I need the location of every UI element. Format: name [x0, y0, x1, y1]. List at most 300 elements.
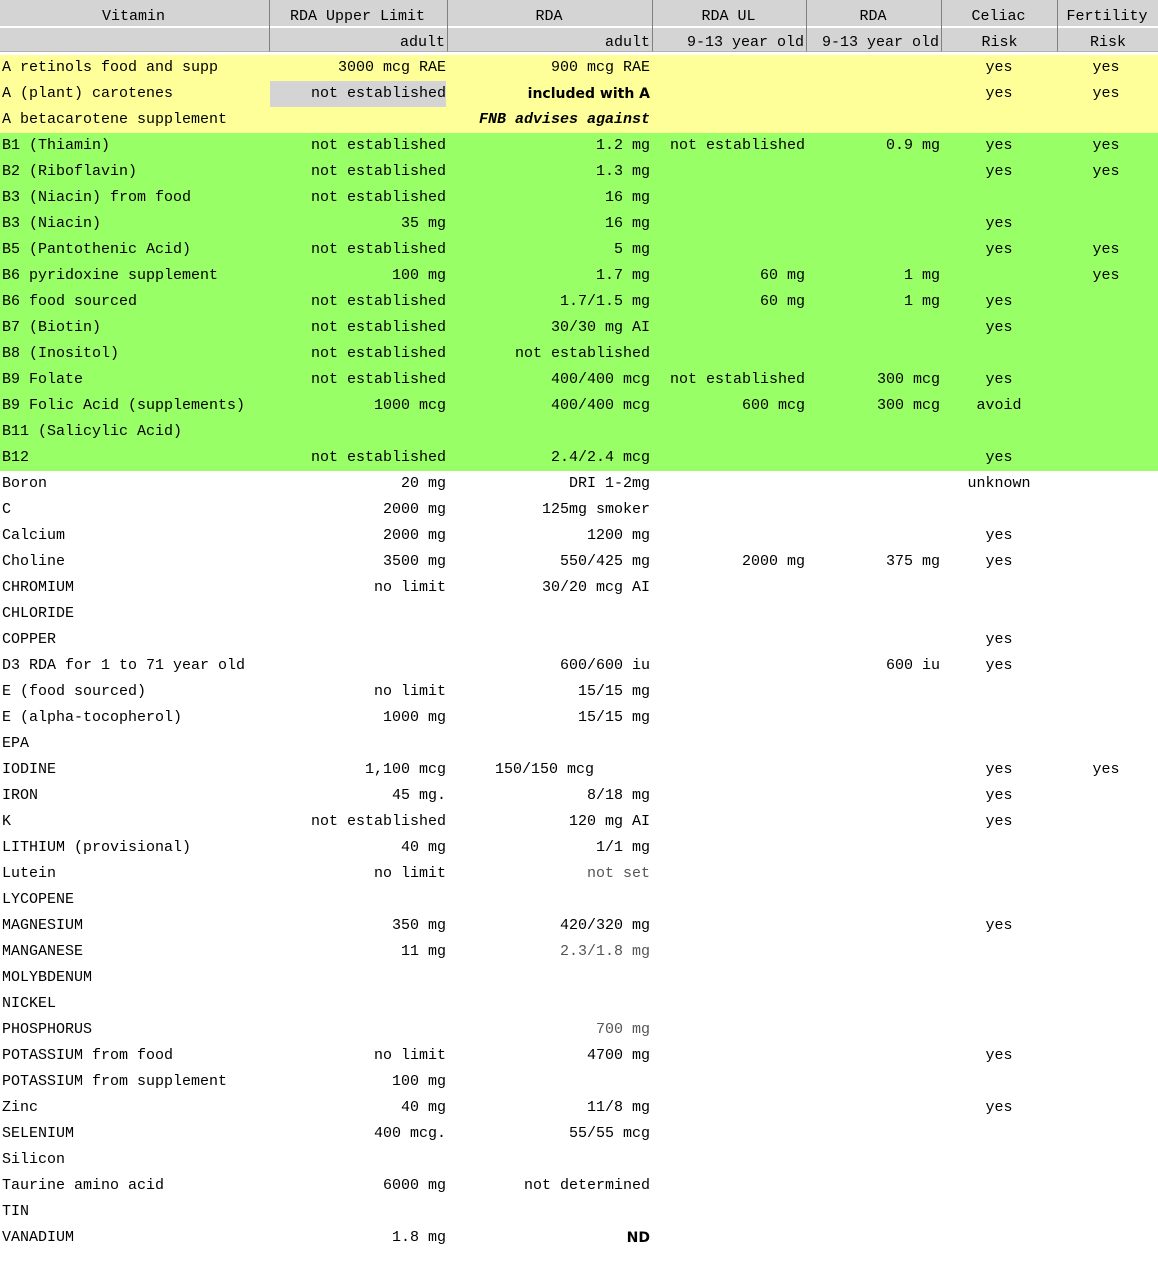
rda-upper-limit-cell: 3500 mg — [382, 553, 446, 570]
fertility-risk-cell — [1058, 211, 1154, 237]
vitamin-name-cell: B3 (Niacin) — [2, 215, 102, 232]
celiac-risk-cell — [943, 185, 1055, 211]
rda-adult-cell: 1/1 mg — [595, 839, 650, 856]
rda-adult-cell: 1.7 mg — [595, 267, 650, 284]
fertility-risk-cell — [1058, 627, 1154, 653]
table-row[interactable] — [0, 237, 1158, 263]
rda-child-cell — [807, 965, 940, 991]
rda-adult-cell — [448, 991, 650, 1017]
vitamin-name-cell: B1 (Thiamin) — [2, 137, 111, 154]
celiac-risk-cell: yes — [985, 1047, 1013, 1064]
rda-upper-limit-cell: no limit — [373, 579, 446, 596]
celiac-risk-cell: yes — [985, 293, 1013, 310]
celiac-risk-cell: yes — [985, 787, 1013, 804]
table-row[interactable] — [0, 705, 1158, 731]
rda-adult-cell: 16 mg — [604, 189, 650, 206]
rda-upper-limit-cell — [270, 1199, 446, 1225]
table-row[interactable] — [0, 1199, 1158, 1225]
fertility-risk-cell — [1058, 965, 1154, 991]
rda-adult-cell: ND — [626, 1230, 650, 1246]
rda-upper-limit-cell: not established — [310, 137, 446, 154]
rda-adult-cell: 550/425 mg — [559, 553, 650, 570]
rda-child-cell — [807, 185, 940, 211]
table-row[interactable] — [0, 991, 1158, 1017]
rda-upper-limit-cell — [270, 1017, 446, 1043]
rda-upper-limit-cell: 40 mg — [400, 1099, 446, 1116]
rda-child-cell — [807, 575, 940, 601]
table-row[interactable] — [0, 419, 1158, 445]
rda-upper-limit-cell: no limit — [373, 683, 446, 700]
rda-upper-limit-cell — [270, 731, 446, 757]
rda-upper-limit-cell: not established — [270, 81, 446, 107]
rda-adult-cell: 400/400 mcg — [550, 371, 650, 388]
fertility-risk-cell — [1058, 913, 1154, 939]
rda-upper-limit-cell: not established — [310, 371, 446, 388]
rda-child-cell — [807, 809, 940, 835]
fertility-risk-cell — [1058, 679, 1154, 705]
rda-ul-child-cell — [652, 653, 805, 679]
rda-child-cell: 0.9 mg — [885, 137, 940, 154]
rda-child-cell — [807, 991, 940, 1017]
table-row[interactable] — [0, 575, 1158, 601]
rda-upper-limit-cell — [270, 419, 446, 445]
rda-ul-child-cell — [652, 1121, 805, 1147]
rda-upper-limit-cell: 35 mg — [400, 215, 446, 232]
vitamin-name-cell: SELENIUM — [2, 1125, 75, 1142]
table-row[interactable] — [0, 1121, 1158, 1147]
table-row[interactable] — [0, 731, 1158, 757]
fertility-risk-cell: yes — [1092, 241, 1120, 258]
table-row[interactable] — [0, 1017, 1158, 1043]
celiac-risk-cell — [943, 1199, 1055, 1225]
table-row[interactable] — [0, 133, 1158, 159]
rda-upper-limit-cell: not established — [310, 813, 446, 830]
celiac-risk-cell: yes — [985, 657, 1013, 674]
rda-ul-child-cell — [652, 159, 805, 185]
vitamin-name-cell: CHLORIDE — [2, 605, 75, 622]
rda-upper-limit-cell: no limit — [373, 865, 446, 882]
fertility-risk-cell — [1058, 1225, 1154, 1251]
vitamin-name-cell: Boron — [2, 475, 48, 492]
rda-adult-cell: 16 mg — [604, 215, 650, 232]
rda-ul-child-cell — [652, 887, 805, 913]
fertility-risk-cell — [1058, 731, 1154, 757]
table-row[interactable] — [0, 1095, 1158, 1121]
rda-ul-child-cell — [652, 471, 805, 497]
rda-adult-cell — [448, 601, 650, 627]
rda-ul-child-cell — [652, 783, 805, 809]
fertility-risk-cell — [1058, 991, 1154, 1017]
table-row[interactable] — [0, 341, 1158, 367]
rda-upper-limit-cell: 11 mg — [400, 943, 446, 960]
rda-adult-cell — [448, 1147, 650, 1173]
header-rda-adult[interactable] — [448, 0, 653, 52]
rda-ul-child-cell — [652, 575, 805, 601]
table-row[interactable] — [0, 185, 1158, 211]
rda-upper-limit-cell — [270, 627, 446, 653]
rda-adult-cell: 2.3/1.8 mg — [559, 943, 650, 960]
rda-child-cell — [807, 1095, 940, 1121]
rda-upper-limit-cell: 1000 mcg — [373, 397, 446, 414]
rda-child-cell — [807, 237, 940, 263]
rda-child-cell — [807, 55, 940, 81]
celiac-risk-cell: yes — [985, 449, 1013, 466]
rda-adult-cell: 15/15 mg — [577, 709, 650, 726]
table-row[interactable] — [0, 627, 1158, 653]
rda-ul-child-cell — [652, 1173, 805, 1199]
rda-upper-limit-cell: 3000 mcg RAE — [337, 59, 446, 76]
fertility-risk-cell: yes — [1092, 59, 1120, 76]
rda-ul-child-cell — [652, 1095, 805, 1121]
fertility-risk-cell — [1058, 289, 1154, 315]
rda-child-cell — [807, 627, 940, 653]
celiac-risk-cell — [943, 419, 1055, 445]
fertility-risk-cell — [1058, 1069, 1154, 1095]
header-label: RDA Upper Limit — [289, 8, 426, 25]
vitamin-name-cell: D3 RDA for 1 to 71 year old — [2, 657, 246, 674]
celiac-risk-cell — [943, 991, 1055, 1017]
rda-upper-limit-cell — [270, 107, 446, 133]
vitamin-name-cell: EPA — [2, 735, 30, 752]
vitamin-name-cell: CHROMIUM — [2, 579, 75, 596]
rda-adult-cell: 150/150 mcg — [495, 761, 595, 778]
celiac-risk-cell — [943, 705, 1055, 731]
rda-upper-limit-cell: not established — [310, 241, 446, 258]
header-celiac-risk[interactable] — [942, 0, 1058, 52]
vitamin-name-cell: LITHIUM (provisional) — [2, 839, 192, 856]
rda-ul-child-cell — [652, 991, 805, 1017]
vitamin-name-cell: IODINE — [2, 761, 57, 778]
rda-ul-child-cell — [652, 315, 805, 341]
rda-upper-limit-cell — [270, 965, 446, 991]
rda-child-cell — [807, 913, 940, 939]
fertility-risk-cell — [1058, 809, 1154, 835]
celiac-risk-cell — [943, 341, 1055, 367]
table-row[interactable] — [0, 679, 1158, 705]
table-row[interactable] — [0, 107, 1158, 133]
rda-ul-child-cell — [652, 1199, 805, 1225]
fertility-risk-cell — [1058, 1199, 1154, 1225]
fertility-risk-cell — [1058, 1173, 1154, 1199]
table-row[interactable] — [0, 861, 1158, 887]
table-row[interactable] — [0, 159, 1158, 185]
celiac-risk-cell — [943, 731, 1055, 757]
vitamin-name-cell: B3 (Niacin) from food — [2, 189, 192, 206]
rda-adult-cell: 2.4/2.4 mcg — [550, 449, 650, 466]
header-label: Fertility — [1066, 8, 1148, 25]
rda-adult-cell: 11/8 mg — [586, 1099, 650, 1116]
vitamin-name-cell: POTASSIUM from food — [2, 1047, 174, 1064]
table-row[interactable] — [0, 1043, 1158, 1069]
rda-adult-cell: not set — [586, 865, 650, 882]
table-row[interactable] — [0, 913, 1158, 939]
rda-child-cell — [807, 731, 940, 757]
celiac-risk-cell: yes — [985, 59, 1013, 76]
rda-child-cell — [807, 1043, 940, 1069]
rda-child-cell — [807, 1173, 940, 1199]
celiac-risk-cell — [943, 965, 1055, 991]
rda-ul-child-cell — [652, 861, 805, 887]
vitamin-name-cell: Choline — [2, 553, 66, 570]
rda-adult-cell: 1.7/1.5 mg — [559, 293, 650, 310]
header-fertility-risk[interactable] — [1058, 0, 1158, 52]
table-row[interactable] — [0, 367, 1158, 393]
table-row[interactable] — [0, 939, 1158, 965]
fertility-risk-cell — [1058, 601, 1154, 627]
rda-child-cell — [807, 445, 940, 471]
rda-ul-child-cell: not established — [669, 137, 805, 154]
header-rda-upper-limit[interactable] — [270, 0, 448, 52]
celiac-risk-cell — [943, 939, 1055, 965]
vitamin-name-cell: A betacarotene supplement — [2, 111, 228, 128]
rda-upper-limit-cell: 45 mg. — [391, 787, 446, 804]
vitamin-name-cell: B7 (Biotin) — [2, 319, 102, 336]
rda-ul-child-cell — [652, 627, 805, 653]
fertility-risk-cell: yes — [1092, 163, 1120, 180]
fertility-risk-cell: yes — [1092, 85, 1120, 102]
table-row[interactable] — [0, 289, 1158, 315]
rda-upper-limit-cell: 2000 mg — [382, 501, 446, 518]
rda-adult-cell: DRI 1-2mg — [568, 475, 650, 492]
vitamin-name-cell: Taurine amino acid — [2, 1177, 165, 1194]
table-row[interactable] — [0, 263, 1158, 289]
table-row[interactable] — [0, 549, 1158, 575]
rda-ul-child-cell — [652, 913, 805, 939]
table-row[interactable] — [0, 81, 1158, 107]
vitamin-name-cell: B6 pyridoxine supplement — [2, 267, 219, 284]
header-label: RDA — [535, 8, 563, 25]
rda-adult-cell — [448, 627, 650, 653]
table-row[interactable] — [0, 1069, 1158, 1095]
celiac-risk-cell: yes — [985, 527, 1013, 544]
rda-adult-cell: 4700 mg — [586, 1047, 650, 1064]
rda-child-cell — [807, 1147, 940, 1173]
table-row[interactable] — [0, 471, 1158, 497]
vitamin-name-cell: B9 Folic Acid (supplements) — [2, 397, 246, 414]
celiac-risk-cell: avoid — [976, 397, 1022, 414]
rda-ul-child-cell: 60 mg — [759, 293, 805, 310]
fertility-risk-cell — [1058, 341, 1154, 367]
vitamin-name-cell: Calcium — [2, 527, 66, 544]
table-row[interactable] — [0, 809, 1158, 835]
table-row[interactable] — [0, 315, 1158, 341]
celiac-risk-cell: yes — [985, 371, 1013, 388]
vitamin-name-cell: COPPER — [2, 631, 57, 648]
table-row[interactable] — [0, 1225, 1158, 1251]
rda-adult-cell — [448, 731, 650, 757]
rda-ul-child-cell — [652, 445, 805, 471]
celiac-risk-cell — [943, 1173, 1055, 1199]
rda-upper-limit-cell: 2000 mg — [382, 527, 446, 544]
header-sublabel: adult — [399, 34, 445, 51]
celiac-risk-cell: yes — [985, 163, 1013, 180]
celiac-risk-cell: yes — [985, 631, 1013, 648]
rda-adult-cell — [448, 1199, 650, 1225]
vitamin-name-cell: TIN — [2, 1203, 30, 1220]
table-row[interactable] — [0, 757, 1158, 783]
header-sublabel: adult — [604, 34, 650, 51]
rda-child-cell — [807, 783, 940, 809]
rda-child-cell — [807, 1199, 940, 1225]
rda-ul-child-cell — [652, 1043, 805, 1069]
rda-child-cell — [807, 835, 940, 861]
fertility-risk-cell — [1058, 549, 1154, 575]
rda-ul-child-cell: not established — [669, 371, 805, 388]
rda-child-cell — [807, 939, 940, 965]
table-row[interactable] — [0, 601, 1158, 627]
vitamin-name-cell: MANGANESE — [2, 943, 84, 960]
fertility-risk-cell: yes — [1092, 267, 1120, 284]
vitamin-name-cell: POTASSIUM from supplement — [2, 1073, 228, 1090]
table-row[interactable] — [0, 393, 1158, 419]
rda-ul-child-cell — [652, 601, 805, 627]
rda-upper-limit-cell: not established — [310, 449, 446, 466]
table-row[interactable] — [0, 445, 1158, 471]
rda-adult-cell: 30/30 mg AI — [550, 319, 650, 336]
rda-ul-child-cell — [652, 965, 805, 991]
celiac-risk-cell: yes — [985, 761, 1013, 778]
fertility-risk-cell — [1058, 653, 1154, 679]
celiac-risk-cell: yes — [985, 241, 1013, 258]
rda-ul-child-cell — [652, 107, 805, 133]
table-row[interactable] — [0, 497, 1158, 523]
vitamin-name-cell: NICKEL — [2, 995, 57, 1012]
fertility-risk-cell — [1058, 1017, 1154, 1043]
fertility-risk-cell — [1058, 861, 1154, 887]
fertility-risk-cell — [1058, 835, 1154, 861]
rda-child-cell — [807, 419, 940, 445]
vitamin-name-cell: MAGNESIUM — [2, 917, 84, 934]
table-row[interactable] — [0, 965, 1158, 991]
celiac-risk-cell — [943, 497, 1055, 523]
rda-adult-cell — [448, 419, 650, 445]
rda-adult-cell: 15/15 mg — [577, 683, 650, 700]
vitamin-name-cell: K — [2, 813, 12, 830]
rda-child-cell — [807, 81, 940, 107]
rda-adult-cell: 120 mg AI — [568, 813, 650, 830]
rda-adult-cell: 420/320 mg — [559, 917, 650, 934]
rda-ul-child-cell: 60 mg — [759, 267, 805, 284]
rda-ul-child-cell — [652, 835, 805, 861]
rda-adult-cell: 700 mg — [595, 1021, 650, 1038]
header-label: Celiac — [971, 8, 1026, 25]
rda-upper-limit-cell: not established — [310, 163, 446, 180]
header-sublabel: 9-13 year old — [821, 34, 939, 51]
rda-child-cell — [807, 601, 940, 627]
fertility-risk-cell — [1058, 497, 1154, 523]
fertility-risk-cell: yes — [1092, 761, 1120, 778]
table-row[interactable] — [0, 1173, 1158, 1199]
vitamin-name-cell: E (alpha-tocopherol) — [2, 709, 183, 726]
vitamin-name-cell: C — [2, 501, 12, 518]
vitamin-name-cell: E (food sourced) — [2, 683, 147, 700]
table-row[interactable] — [0, 523, 1158, 549]
rda-adult-cell: 30/20 mcg AI — [541, 579, 650, 596]
celiac-risk-cell — [943, 1121, 1055, 1147]
fertility-risk-cell — [1058, 1147, 1154, 1173]
vitamin-name-cell: B8 (Inositol) — [2, 345, 120, 362]
rda-upper-limit-cell — [270, 887, 446, 913]
rda-ul-child-cell — [652, 1147, 805, 1173]
header-rda-ul-child[interactable] — [653, 0, 807, 52]
vitamin-name-cell: A retinols food and supp — [2, 59, 219, 76]
fertility-risk-cell — [1058, 107, 1154, 133]
fertility-risk-cell — [1058, 393, 1154, 419]
header-sublabel: 9-13 year old — [686, 34, 804, 51]
table-row[interactable] — [0, 211, 1158, 237]
fertility-risk-cell: yes — [1092, 137, 1120, 154]
table-row[interactable] — [0, 1147, 1158, 1173]
celiac-risk-cell: yes — [985, 215, 1013, 232]
rda-upper-limit-cell: 1.8 mg — [391, 1229, 446, 1246]
celiac-risk-cell — [943, 835, 1055, 861]
rda-ul-child-cell — [652, 1069, 805, 1095]
fertility-risk-cell — [1058, 315, 1154, 341]
vitamin-name-cell: VANADIUM — [2, 1229, 75, 1246]
rda-child-cell: 300 mcg — [876, 371, 940, 388]
rda-upper-limit-cell: 20 mg — [400, 475, 446, 492]
header-rda-child[interactable] — [807, 0, 942, 52]
rda-upper-limit-cell — [270, 1147, 446, 1173]
vitamin-name-cell: MOLYBDENUM — [2, 969, 93, 986]
celiac-risk-cell: yes — [985, 319, 1013, 336]
fertility-risk-cell — [1058, 887, 1154, 913]
rda-child-cell — [807, 523, 940, 549]
rda-adult-cell: 1200 mg — [586, 527, 650, 544]
celiac-risk-cell — [943, 1147, 1055, 1173]
table-row[interactable] — [0, 783, 1158, 809]
rda-adult-cell: 125mg smoker — [541, 501, 650, 518]
rda-upper-limit-cell: 350 mg — [391, 917, 446, 934]
rda-ul-child-cell — [652, 757, 805, 783]
rda-upper-limit-cell: 1000 mg — [382, 709, 446, 726]
header-label: RDA — [859, 8, 887, 25]
celiac-risk-cell: yes — [985, 85, 1013, 102]
rda-upper-limit-cell: 40 mg — [400, 839, 446, 856]
header-vitamin[interactable] — [0, 0, 270, 52]
rda-adult-cell: 55/55 mcg — [568, 1125, 650, 1142]
fertility-risk-cell — [1058, 1043, 1154, 1069]
rda-child-cell — [807, 757, 940, 783]
rda-ul-child-cell — [652, 705, 805, 731]
table-row[interactable] — [0, 835, 1158, 861]
table-row[interactable] — [0, 55, 1158, 81]
header-label: RDA UL — [701, 8, 756, 25]
rda-adult-cell — [448, 887, 650, 913]
fertility-risk-cell — [1058, 367, 1154, 393]
rda-upper-limit-cell: 100 mg — [391, 1073, 446, 1090]
celiac-risk-cell: yes — [985, 917, 1013, 934]
vitamin-name-cell: LYCOPENE — [2, 891, 75, 908]
celiac-risk-cell — [943, 575, 1055, 601]
rda-child-cell: 1 mg — [903, 267, 940, 284]
vitamin-name-cell: B6 food sourced — [2, 293, 138, 310]
rda-ul-child-cell — [652, 731, 805, 757]
rda-ul-child-cell — [652, 55, 805, 81]
table-row[interactable] — [0, 887, 1158, 913]
rda-child-cell: 300 mcg — [876, 397, 940, 414]
rda-adult-cell: 600/600 iu — [559, 657, 650, 674]
rda-adult-cell: FNB advises against — [478, 111, 650, 128]
vitamin-name-cell: IRON — [2, 787, 39, 804]
vitamin-name-cell: B9 Folate — [2, 371, 84, 388]
rda-adult-cell: 5 mg — [613, 241, 650, 258]
table-row[interactable] — [0, 653, 1158, 679]
celiac-risk-cell: yes — [985, 553, 1013, 570]
celiac-risk-cell — [943, 1225, 1055, 1251]
rda-adult-cell: not established — [514, 345, 650, 362]
rda-adult-cell: 1.3 mg — [595, 163, 650, 180]
